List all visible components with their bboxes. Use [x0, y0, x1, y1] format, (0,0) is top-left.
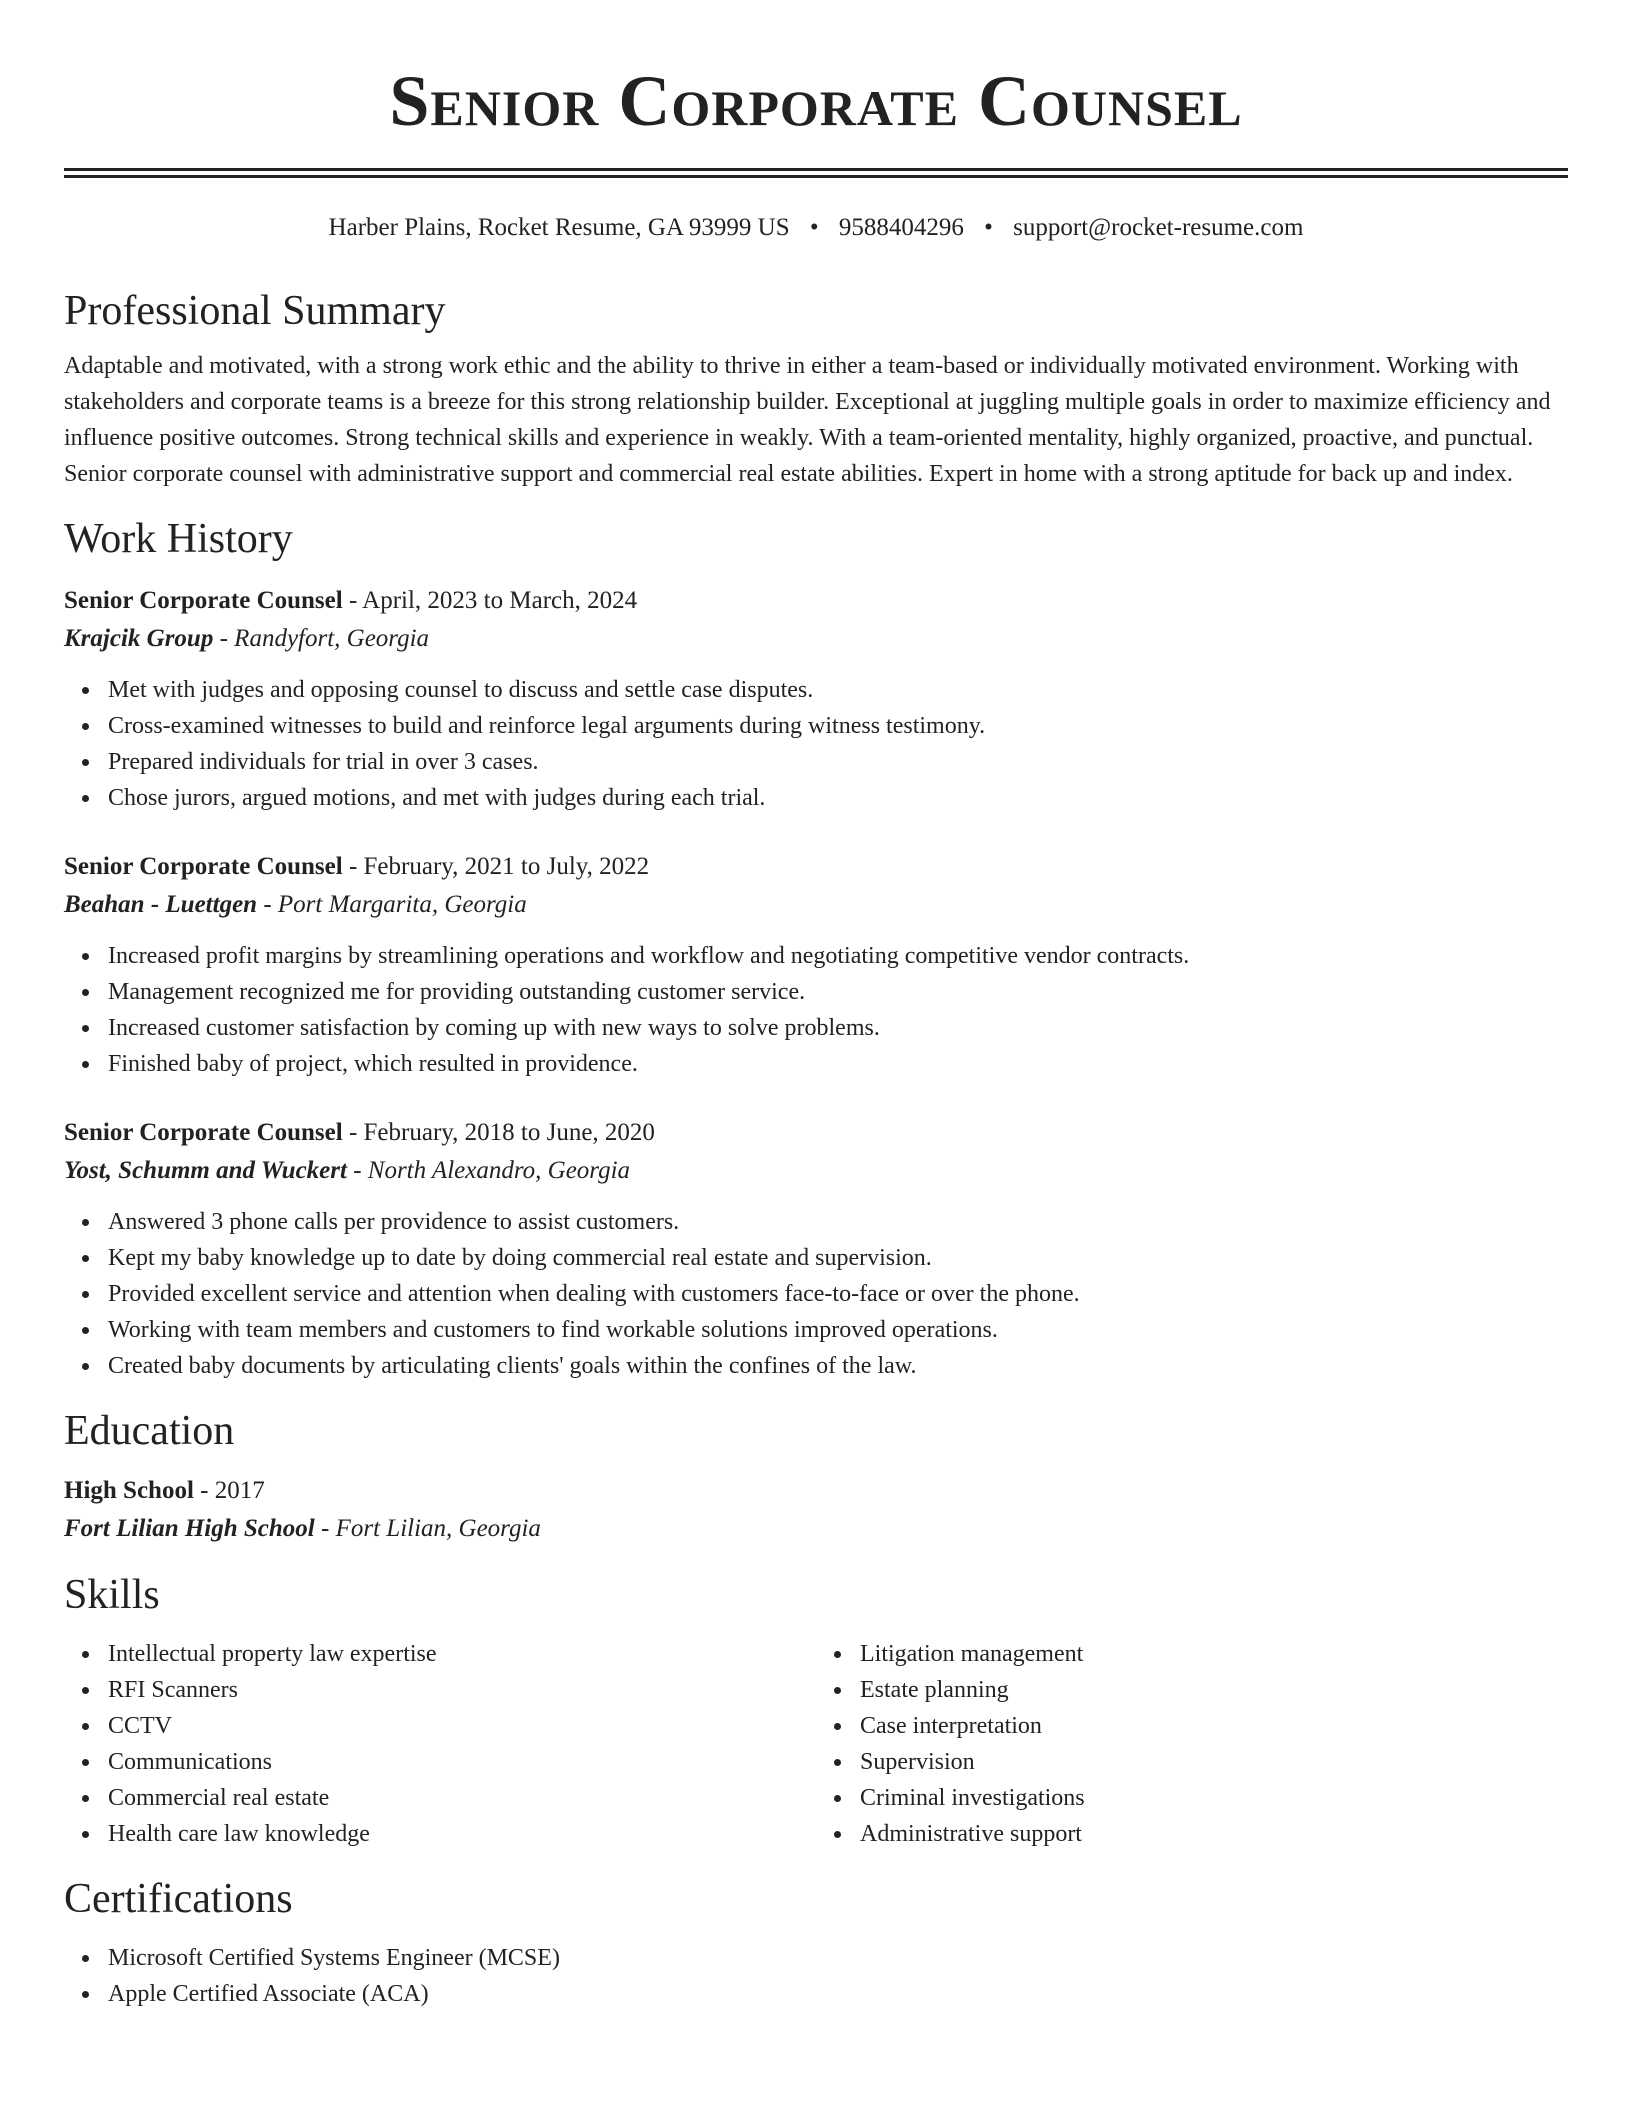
education-heading: Education	[64, 1408, 235, 1454]
contact-line	[64, 212, 1568, 244]
job-bullet: Created baby documents by articulating clients' goals within the confines of the law.	[108, 1348, 1568, 1384]
job-bullet: Increased customer satisfaction by coming up with new ways to solve problems.	[108, 1010, 1568, 1046]
resume-title: Senior Corporate Counsel	[389, 61, 1243, 141]
skills-heading: Skills	[64, 1572, 160, 1618]
job-dates: - April, 2023 to March, 2024	[342, 587, 638, 614]
job-bullet: Management recognized me for providing outstanding customer service.	[108, 974, 1568, 1010]
job-title-line	[64, 582, 1568, 620]
skill-item: Commercial real estate	[108, 1780, 816, 1816]
skill-item: Criminal investigations	[860, 1780, 1568, 1816]
work-history-heading: Work History	[64, 516, 293, 562]
job-bullet: Cross-examined witnesses to build and reinforce legal arguments during witness testimony.	[108, 708, 1568, 744]
school-line	[64, 1510, 1568, 1548]
company-line	[64, 886, 1568, 924]
degree-year: - 2017	[193, 1477, 265, 1504]
job-bullet: Kept my baby knowledge up to date by doing commercial real estate and supervision.	[108, 1240, 1568, 1276]
job-bullet: Answered 3 phone calls per providence to assist customers.	[108, 1204, 1568, 1240]
degree: High School	[64, 1477, 194, 1504]
job-title-line	[64, 1114, 1568, 1152]
job-bullet: Prepared individuals for trial in over 3 cases.	[108, 744, 1568, 780]
education-entry	[64, 1472, 1568, 1548]
skills-left-list	[64, 1636, 816, 1852]
job-bullet: Finished baby of project, which resulted in providence.	[108, 1046, 1568, 1082]
certification-item: Microsoft Certified Systems Engineer (MCSE)	[108, 1940, 1568, 1976]
school-location: - Fort Lilian, Georgia	[314, 1515, 541, 1542]
job-title-line	[64, 848, 1568, 886]
job-dates: - February, 2021 to July, 2022	[342, 853, 650, 880]
company-line	[64, 1152, 1568, 1190]
skill-item: Supervision	[860, 1744, 1568, 1780]
job-entry	[64, 1114, 1568, 1384]
job-bullet: Chose jurors, argued motions, and met with judges during each trial.	[108, 780, 1568, 816]
skill-item: Case interpretation	[860, 1708, 1568, 1744]
contact-separator: •	[809, 214, 819, 241]
job-entry	[64, 582, 1568, 816]
certification-item: Apple Certified Associate (ACA)	[108, 1976, 1568, 2012]
job-title: Senior Corporate Counsel	[64, 853, 343, 880]
skill-item: RFI Scanners	[108, 1672, 816, 1708]
skill-item: Litigation management	[860, 1636, 1568, 1672]
skills-columns	[64, 1636, 1568, 1852]
job-bullet: Met with judges and opposing counsel to discuss and settle case disputes.	[108, 672, 1568, 708]
job-bullets	[64, 1204, 1568, 1384]
company-name: Yost, Schumm and Wuckert	[64, 1157, 347, 1184]
contact-separator: •	[984, 214, 993, 241]
company-location: - Port Margarita, Georgia	[257, 891, 527, 918]
resume-page	[64, 0, 1568, 2012]
job-bullet: Working with team members and customers to find workable solutions improved operations.	[108, 1312, 1568, 1348]
job-bullets	[64, 938, 1568, 1082]
certifications-heading: Certifications	[64, 1876, 293, 1922]
company-line	[64, 620, 1568, 658]
school-name: Fort Lilian High School	[64, 1515, 315, 1542]
contact-phone: 9588404296	[838, 214, 964, 241]
skill-item: Intellectual property law expertise	[108, 1636, 816, 1672]
contact-address: Harber Plains, Rocket Resume, GA 93999 US	[328, 214, 790, 241]
job-dates: - February, 2018 to June, 2020	[342, 1119, 655, 1146]
skills-right-list	[816, 1636, 1568, 1852]
job-bullets	[64, 672, 1568, 816]
contact-email: support@rocket-resume.com	[1013, 214, 1304, 241]
skill-item: Communications	[108, 1744, 816, 1780]
degree-line	[64, 1472, 1568, 1510]
job-title: Senior Corporate Counsel	[64, 587, 343, 614]
company-name: Krajcik Group	[64, 625, 214, 652]
skill-item: Administrative support	[860, 1816, 1568, 1852]
company-name: Beahan - Luettgen	[64, 891, 258, 918]
summary-text: Adaptable and motivated, with a strong work ethic and the ability to thrive in either a team-based or individually motivated environment. Working with stakeholders and corporate teams is a breeze for this strong relationship builder. Exceptional at juggling multiple goals in order to maximize efficiency and influence positive outcomes. Strong technical skills and experience in weakly. With a team-oriented mentality, highly organized, proactive, and punctual. Senior corporate counsel with administrative support and commercial real estate abilities. Expert in home with a strong aptitude for back up and index.	[64, 353, 1551, 487]
job-bullet: Increased profit margins by streamlining operations and workflow and negotiating competitive vendor contracts.	[108, 938, 1568, 974]
job-entry	[64, 848, 1568, 1082]
skill-item: Estate planning	[860, 1672, 1568, 1708]
title-divider-thin	[64, 175, 1568, 178]
summary-heading: Professional Summary	[64, 288, 446, 334]
skill-item: CCTV	[108, 1708, 816, 1744]
job-bullet: Provided excellent service and attention when dealing with customers face-to-face or over the phone.	[108, 1276, 1568, 1312]
company-location: - North Alexandro, Georgia	[346, 1157, 631, 1184]
job-title: Senior Corporate Counsel	[64, 1119, 343, 1146]
company-location: - Randyfort, Georgia	[213, 625, 430, 652]
title-divider-thick	[64, 168, 1568, 171]
skill-item: Health care law knowledge	[108, 1816, 816, 1852]
certifications-list	[64, 1940, 1568, 2012]
